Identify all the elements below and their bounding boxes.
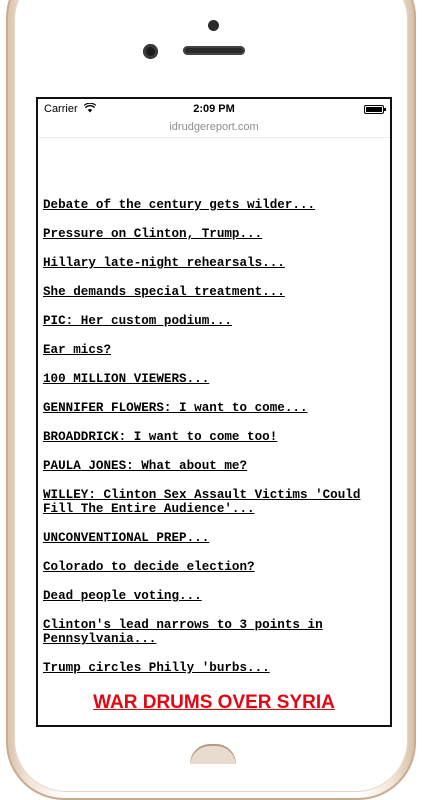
proximity-sensor-icon xyxy=(208,20,219,31)
headline-link[interactable]: Hillary late-night rehearsals... xyxy=(43,256,285,270)
headline-link[interactable]: She demands special treatment... xyxy=(43,285,285,299)
headline-link[interactable]: PIC: Her custom podium... xyxy=(43,314,232,328)
main-headline-link[interactable]: WAR DRUMS OVER SYRIA xyxy=(93,692,335,713)
carrier-label: Carrier xyxy=(44,103,78,115)
earpiece-speaker-icon xyxy=(183,46,245,55)
phone-screen xyxy=(36,97,392,727)
headline-link[interactable]: 100 MILLION VIEWERS... xyxy=(43,372,210,386)
headline-link[interactable]: Debate of the century gets wilder... xyxy=(43,198,316,212)
front-camera-icon xyxy=(143,44,158,59)
headline-link[interactable]: Colorado to decide election? xyxy=(43,560,255,574)
headline-list xyxy=(38,138,390,726)
headline-link[interactable]: UNCONVENTIONAL PREP... xyxy=(43,531,210,545)
headline-link[interactable]: Clinton's lead narrows to 3 points in Pennsylvania... xyxy=(43,618,323,647)
clock: 2:09 PM xyxy=(193,103,235,115)
headline-link[interactable]: Ear mics? xyxy=(43,343,112,357)
headline-link[interactable]: PAULA JONES: What about me? xyxy=(43,459,248,473)
url-bar[interactable]: idrudgereport.com xyxy=(38,121,390,138)
headline-link[interactable]: BROADDRICK: I want to come too! xyxy=(43,430,278,444)
headline-link[interactable]: Dead people voting... xyxy=(43,589,202,603)
headline-link[interactable]: GENNIFER FLOWERS: I want to come... xyxy=(43,401,308,415)
headline-link[interactable]: WILLEY: Clinton Sex Assault Victims 'Could Fill The Entire Audience'... xyxy=(43,488,361,517)
headline-link[interactable]: Pressure on Clinton, Trump... xyxy=(43,227,263,241)
status-bar xyxy=(38,99,390,121)
battery-icon xyxy=(364,105,384,114)
headline-link[interactable]: Trump circles Philly 'burbs... xyxy=(43,661,270,675)
